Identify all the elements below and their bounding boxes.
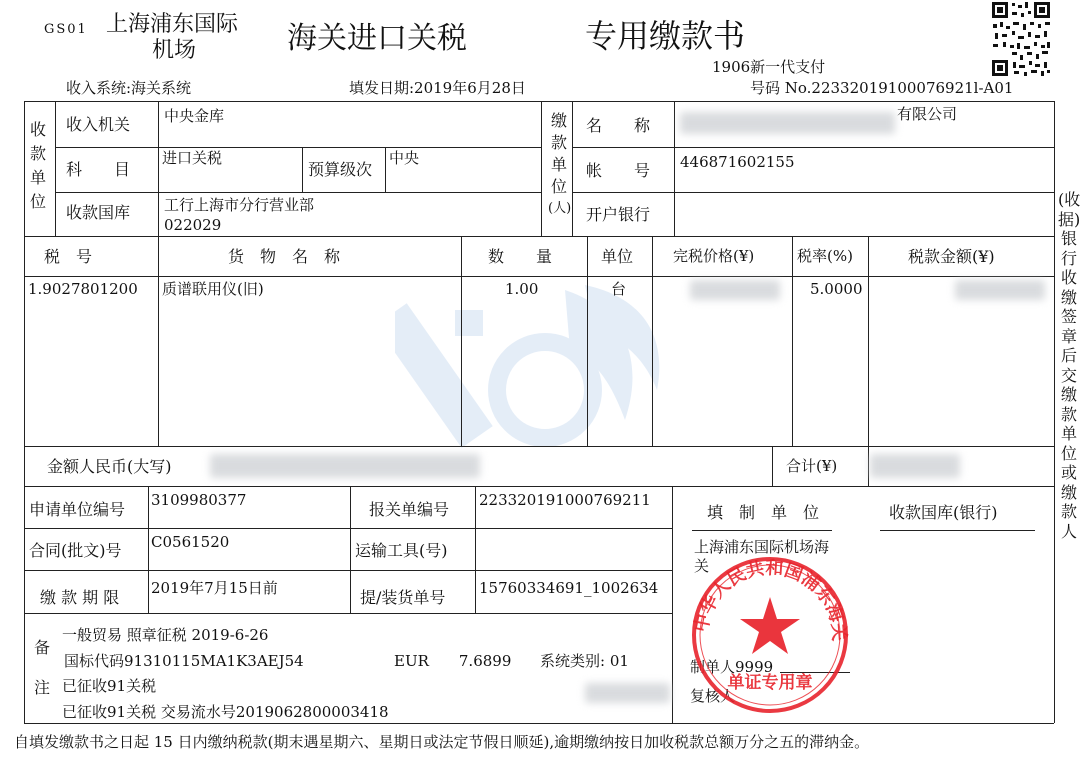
item-qty: 1.00 [505, 280, 539, 298]
contract-value: C0561520 [151, 533, 230, 551]
budget-label: 预算级次 [308, 160, 373, 179]
col-header-qty: 数 量 [488, 247, 553, 266]
remarks-line2-code: 国标代码91310115MA1K3AEJ54 [64, 652, 304, 670]
payer-account-label: 帐 号 [586, 161, 651, 180]
remarks-line2-system: 系统类别: 01 [540, 652, 629, 670]
bill-label: 提/装货单号 [360, 588, 446, 607]
filler-header: 填 制 单 位 [707, 503, 820, 522]
col-header-tax-no: 税 号 [44, 247, 93, 266]
income-system: 收入系统:海关系统 [66, 79, 192, 97]
collector-side-label: 收 款 单 位 [30, 120, 47, 211]
budget-value: 中央 [389, 149, 420, 167]
treasury-code: 022029 [164, 216, 222, 234]
authority-value: 中央金库 [164, 107, 225, 125]
col-header-goods: 货 物 名 称 [228, 247, 341, 266]
payment-channel: 1906新一代支付 [712, 58, 826, 76]
remarks-line4: 已征收91关税 交易流水号2019062800003418 [62, 703, 389, 721]
payer-account-value: 446871602155 [680, 153, 795, 171]
item-tax-no: 1.9027801200 [28, 280, 138, 298]
payer-name-value: 有限公司 [897, 105, 958, 123]
col-header-amount: 税款金额(¥) [908, 247, 995, 266]
subject-value: 进口关税 [162, 149, 223, 167]
declaration-no-value: 223320191000769211 [479, 491, 651, 509]
remarks-line2-rate: EUR 7.6899 [394, 652, 512, 670]
svg-text:单证专用章: 单证专用章 [727, 673, 813, 693]
sum-label: 合计(¥) [786, 457, 838, 475]
bank-header: 收款国库(银行) [889, 503, 998, 522]
applicant-no-value: 3109980377 [151, 491, 247, 509]
payer-name-label: 名 称 [586, 116, 651, 135]
document-number: 号码 No.22332019100076921l-A01 [750, 79, 1014, 97]
footer-note: 自填发缴款书之日起 15 日内缴纳税款(期末遇星期六、星期日或法定节假日顺延),逾期缴纳按日加收税款总额万分之五的滞纳金。 [14, 733, 870, 751]
applicant-no-label: 申请单位编号 [29, 500, 126, 519]
svg-text:中华人民共和国浦东海关: 中华人民共和国浦东海关 [690, 557, 850, 642]
col-header-taxable: 完税价格(¥) [673, 247, 755, 265]
side-note: (收 据) 银 行 收 缴 签 章 后 交 缴 款 单 位 或 缴 款 人 [1058, 190, 1081, 541]
customs-office-line1: 上海浦东国际 [106, 12, 239, 37]
filler-name: 上海浦东国际机场海关 [694, 538, 830, 575]
rmb-amount-label: 金额人民币(大写) [47, 457, 172, 476]
form-title-left: 海关进口关税 [287, 21, 467, 56]
deadline-label: 缴 款 期 限 [40, 588, 120, 607]
item-goods: 质谱联用仪(旧) [162, 280, 264, 298]
col-header-unit: 单位 [601, 247, 634, 266]
filler-maker: 制单人9999 [690, 658, 774, 676]
payer-side-label: 缴 款 单 位 (人) [548, 111, 572, 216]
form-code: GS01 [44, 22, 88, 37]
form-title-right: 专用缴款书 [585, 17, 746, 55]
customs-emblem-watermark [395, 270, 675, 470]
remarks-label-top: 备 [34, 638, 51, 657]
subject-label: 科 目 [66, 160, 131, 179]
bill-value: 15760334691_1002634 [479, 579, 659, 597]
treasury-label: 收款国库 [66, 203, 131, 222]
item-unit: 台 [611, 280, 627, 298]
deadline-value: 2019年7月15日前 [151, 579, 278, 597]
customs-office-line2: 机场 [152, 38, 197, 63]
treasury-value: 工行上海市分行营业部 [164, 196, 315, 214]
declaration-no-label: 报关单编号 [369, 500, 450, 519]
authority-label: 收入机关 [66, 115, 131, 134]
contract-label: 合同(批文)号 [29, 541, 122, 560]
customs-seal-stamp [685, 555, 855, 715]
payer-bank-label: 开户银行 [586, 205, 651, 224]
issue-date: 填发日期:2019年6月28日 [349, 79, 526, 97]
qr-code [990, 0, 1052, 78]
transport-label: 运输工具(号) [355, 541, 448, 560]
item-rate: 5.0000 [810, 280, 863, 298]
filler-checker: 复核人 [690, 687, 736, 705]
col-header-rate: 税率(%) [797, 247, 853, 265]
remarks-line1: 一般贸易 照章征税 2019-6-26 [62, 626, 269, 644]
remarks-label-bottom: 注 [34, 678, 51, 697]
remarks-line3: 已征收91关税 [62, 677, 157, 695]
